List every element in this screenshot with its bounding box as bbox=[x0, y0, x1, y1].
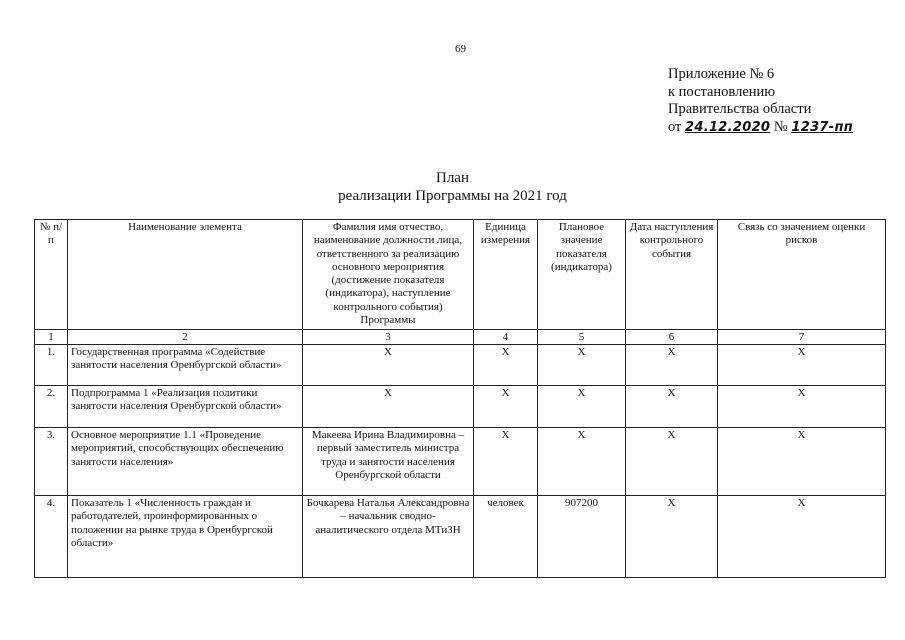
row-risk-link: Х bbox=[718, 428, 886, 496]
table-row bbox=[35, 428, 886, 496]
header-risk-link: Связь со значением оценки рисков bbox=[718, 220, 886, 330]
date-prefix: от bbox=[668, 118, 682, 135]
row-unit: Х bbox=[474, 345, 538, 386]
header-index: № п/п bbox=[35, 220, 68, 330]
row-event-date: Х bbox=[626, 428, 718, 496]
column-number: 4 bbox=[474, 330, 538, 345]
row-unit: человек bbox=[474, 496, 538, 578]
number-prefix: № bbox=[773, 118, 788, 135]
row-event-date: Х bbox=[626, 345, 718, 386]
row-risk-link: Х bbox=[718, 386, 886, 428]
handwritten-date: 24.12.2020 bbox=[685, 119, 771, 135]
row-responsible: Х bbox=[303, 386, 474, 428]
row-index: 4. bbox=[35, 496, 68, 578]
title-line-1: План bbox=[435, 170, 469, 186]
column-number-row bbox=[35, 330, 886, 345]
title-line-2: реализации Программы на 2021 год bbox=[338, 188, 567, 204]
row-index: 3. bbox=[35, 428, 68, 496]
row-planned-value: Х bbox=[538, 345, 626, 386]
plan-table bbox=[34, 219, 886, 578]
header-unit: Единица измерения bbox=[474, 220, 538, 330]
appendix-government: Правительства области bbox=[668, 101, 812, 117]
row-risk-link: Х bbox=[718, 345, 886, 386]
header-planned-value: Плановое значение показателя (индикатора) bbox=[538, 220, 626, 330]
header-responsible: Фамилия имя отчество, наименование должности лица, ответственного за реализацию основного мероприятия (достижение показателя (индикатора), наступление контрольного события) Программы bbox=[303, 220, 474, 330]
row-planned-value: Х bbox=[538, 428, 626, 496]
column-number: 5 bbox=[538, 330, 626, 345]
column-number: 3 bbox=[303, 330, 474, 345]
row-element-name: Государственная программа «Содействие занятости населения Оренбургской области» bbox=[68, 345, 303, 386]
appendix-resolution: к постановлению bbox=[668, 83, 776, 100]
column-number: 1 bbox=[35, 330, 68, 345]
row-element-name: Показатель 1 «Численность граждан и работодателей, проинформированных о положении на рынке труда в Оренбургской области» bbox=[68, 496, 303, 578]
row-responsible: Бочкарева Наталья Александровна – начальник сводно-аналитического отдела МТиЗН bbox=[303, 496, 474, 578]
header-event-date: Дата наступления контрольного события bbox=[626, 220, 718, 330]
row-index: 2. bbox=[35, 386, 68, 428]
appendix-block bbox=[668, 66, 853, 136]
row-unit: Х bbox=[474, 386, 538, 428]
page-number: 69 bbox=[455, 43, 466, 55]
table-row bbox=[35, 345, 886, 386]
header-element-name: Наименование элемента bbox=[68, 220, 303, 330]
document-title bbox=[0, 169, 905, 205]
row-unit: Х bbox=[474, 428, 538, 496]
row-planned-value: 907200 bbox=[538, 496, 626, 578]
table-row bbox=[35, 496, 886, 578]
row-planned-value: Х bbox=[538, 386, 626, 428]
row-event-date: Х bbox=[626, 496, 718, 578]
header-row bbox=[35, 220, 886, 330]
table-row bbox=[35, 386, 886, 428]
column-number: 6 bbox=[626, 330, 718, 345]
row-index: 1. bbox=[35, 345, 68, 386]
handwritten-number: 1237-пп bbox=[791, 119, 854, 135]
row-element-name: Основное мероприятие 1.1 «Проведение мероприятий, способствующих обеспечению занятости населения» bbox=[68, 428, 303, 496]
appendix-title: Приложение № 6 bbox=[668, 66, 775, 82]
row-responsible: Х bbox=[303, 345, 474, 386]
row-element-name: Подпрограмма 1 «Реализация политики занятости населения Оренбургской области» bbox=[68, 386, 303, 428]
column-number: 7 bbox=[718, 330, 886, 345]
column-number: 2 bbox=[68, 330, 303, 345]
row-risk-link: Х bbox=[718, 496, 886, 578]
row-event-date: Х bbox=[626, 386, 718, 428]
appendix-date-line bbox=[668, 119, 853, 137]
row-responsible: Макеева Ирина Владимировна – первый заместитель министра труда и занятости населения Оренбургской области bbox=[303, 428, 474, 496]
